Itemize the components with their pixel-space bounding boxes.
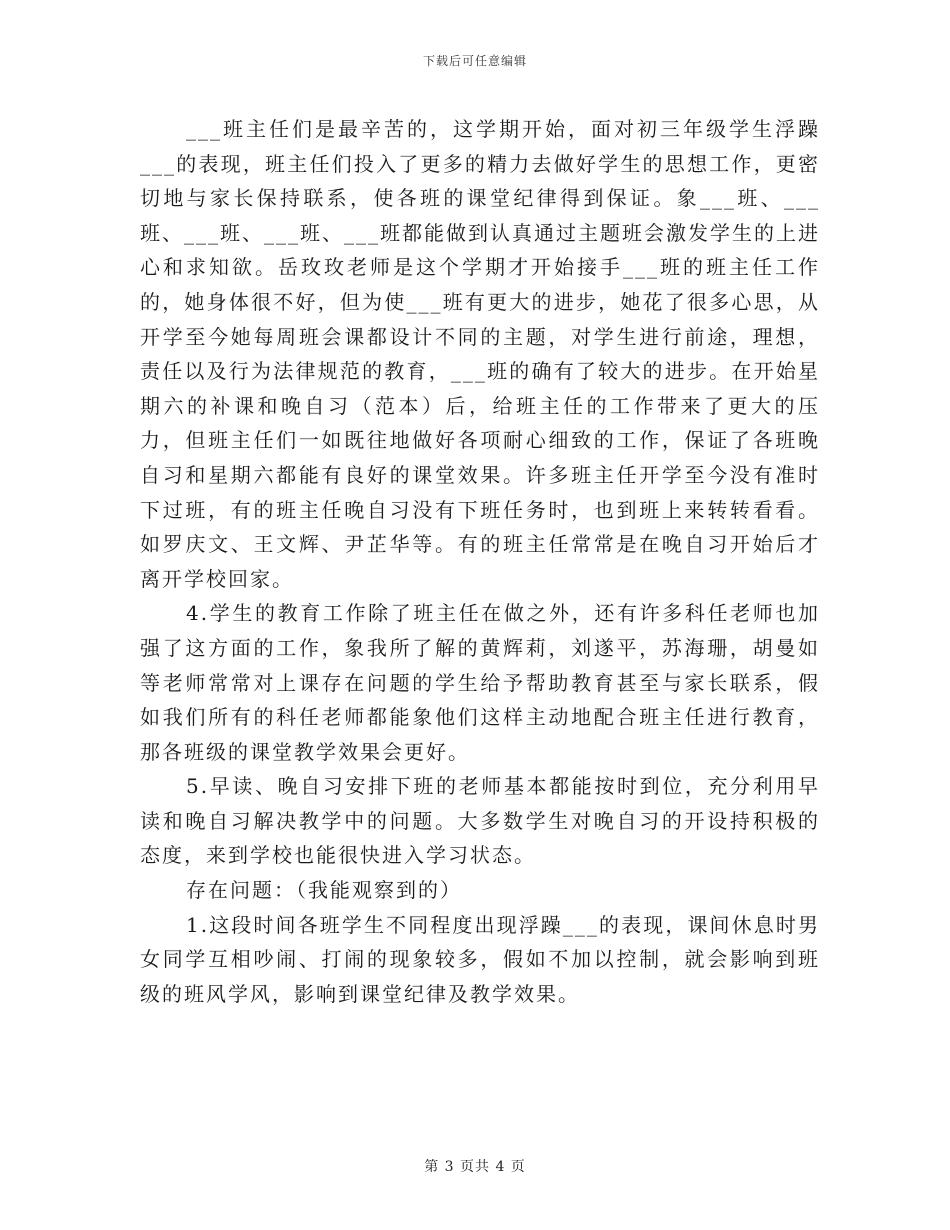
paragraph-morning-evening-study: 5.早读、晚自习安排下班的老师基本都能按时到位，充分利用早读和晚自习解决教学中的问题。大多数学生对晚自习的开设持积极的态度，来到学校也能很快进入学习状态。 <box>140 774 820 868</box>
document-body <box>140 112 820 1011</box>
paragraph-subject-teachers: 4.学生的教育工作除了班主任在做之外，还有许多科任老师也加强了这方面的工作，象我所了解的黄辉莉，刘遂平，苏海珊，胡曼如等老师常常对上课存在问题的学生给予帮助教育甚至与家长联系，假如我们所有的科任老师都能象他们这样主动地配合班主任进行教育，那各班级的课堂教学效果会更好。 <box>140 601 820 764</box>
page-header: 下载后可任意编辑 <box>422 54 527 68</box>
page-footer: 第 3 页共 4 页 <box>424 1159 526 1175</box>
paragraph-problem-1: 1.这段时间各班学生不同程度出现浮躁___的表现，课间休息时男女同学互相吵闹、打闹的现象较多，假如不加以控制，就会影响到班级的班风学风，影响到课堂纪律及教学效果。 <box>140 912 820 1006</box>
paragraph-class-teachers: ___班主任们是最辛苦的，这学期开始，面对初三年级学生浮躁___的表现，班主任们投入了更多的精力去做好学生的思想工作，更密切地与家长保持联系，使各班的课堂纪律得到保证。象___班、___班、___班、___班、___班都能做到认真通过主题班会激发学生的上进心和求知欲。岳玫玫老师是这个学期才开始接手___班的班主任工作的，她身体很不好，但为使___班有更大的进步，她花了很多心思，从开学至今她每周班会课都设计不同的主题，对学生进行前途，理想，责任以及行为法律规范的教育，___班的确有了较大的进步。在开始星期六的补课和晚自习（范本）后，给班主任的工作带来了更大的压力，但班主任们一如既往地做好各项耐心细致的工作，保证了各班晚自习和星期六都能有良好的课堂效果。许多班主任开学至今没有准时下过班，有的班主任晚自习没有下班任务时，也到班上来转转看看。如罗庆文、王文辉、尹芷华等。有的班主任常常是在晚自习开始后才离开学校回家。 <box>140 117 820 591</box>
paragraph-problems-heading: 存在问题：（我能观察到的） <box>186 878 462 903</box>
